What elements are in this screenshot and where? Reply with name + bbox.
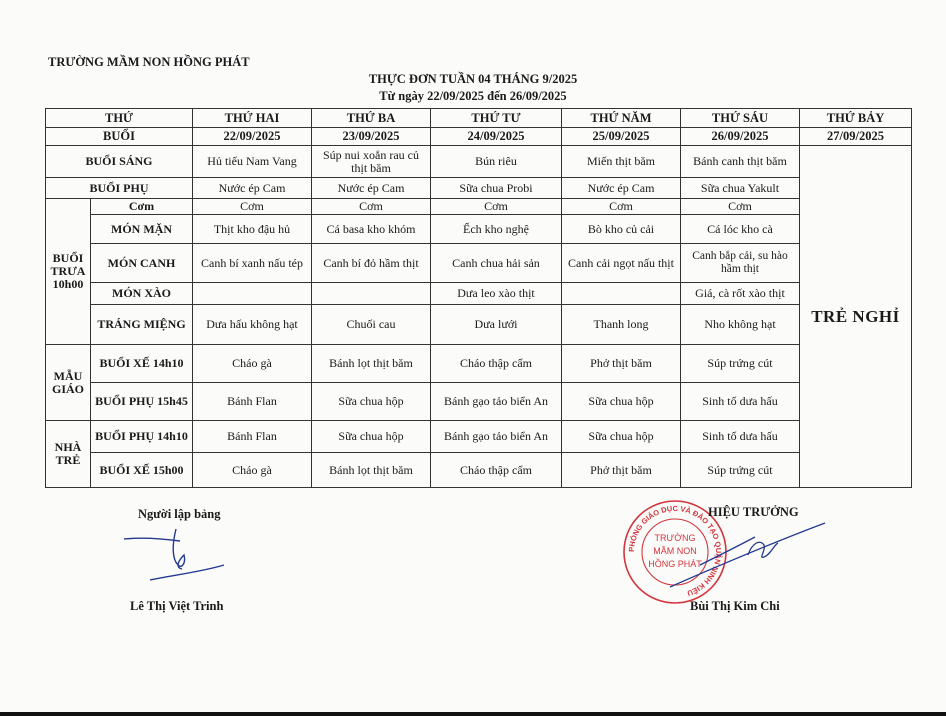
breakfast-row (46, 146, 912, 178)
menu-cell: Phở thịt băm (562, 345, 681, 383)
bottom-edge (0, 712, 946, 716)
menu-cell: Cháo gà (193, 345, 312, 383)
day-name-mon: THỨ HAI (193, 109, 312, 128)
row-label: MÓN MẶN (91, 215, 193, 244)
menu-cell: Sinh tố dưa hấu (681, 383, 800, 421)
menu-cell: Canh chua hải sản (431, 244, 562, 283)
row-label: BUỔI PHỤ (46, 178, 193, 199)
menu-cell: Nước ép Cam (562, 178, 681, 199)
row-label: MÓN CANH (91, 244, 193, 283)
menu-cell: Nước ép Cam (193, 178, 312, 199)
menu-cell: Dưa lưới (431, 305, 562, 345)
date-thu: 25/09/2025 (562, 128, 681, 146)
saturday-note: TRẺ NGHỈ (800, 146, 912, 488)
school-name: TRƯỜNG MẦM NON HỒNG PHÁT (48, 55, 250, 69)
menu-cell: Dưa hấu không hạt (193, 305, 312, 345)
menu-cell: Sữa chua hộp (562, 421, 681, 453)
nha-tre-label-line: NHÀ (54, 440, 82, 454)
nha-tre-afternoon-row (46, 453, 912, 488)
date-mon: 22/09/2025 (193, 128, 312, 146)
menu-cell: Nho không hạt (681, 305, 800, 345)
menu-cell: Súp trứng cút (681, 453, 800, 488)
menu-cell: Bánh gạo tảo biển An (431, 421, 562, 453)
menu-cell: Bò kho củ cải (562, 215, 681, 244)
lunch-soup-row (46, 244, 912, 283)
row-label: BUỔI PHỤ 14h10 (91, 421, 193, 453)
row-label: TRÁNG MIỆNG (91, 305, 193, 345)
menu-date-range: Từ ngày 22/09/2025 đến 26/09/2025 (379, 89, 567, 103)
menu-cell: Hủ tiếu Nam Vang (193, 146, 312, 178)
lunch-group-label (46, 199, 91, 345)
menu-cell: Cơm (681, 199, 800, 215)
menu-cell: Sữa chua hộp (312, 421, 431, 453)
menu-cell: Sữa chua Probi (431, 178, 562, 199)
mau-giao-label-line: MẪU (53, 368, 83, 383)
menu-cell: Bánh lọt thịt băm (312, 345, 431, 383)
nha-tre-group-label (46, 421, 91, 488)
menu-cell (312, 283, 431, 305)
snack-row (46, 178, 912, 199)
menu-cell: Bánh Flan (193, 421, 312, 453)
nha-tre-snack-row (46, 421, 912, 453)
menu-cell: Sữa chua Yakult (681, 178, 800, 199)
date-wed: 24/09/2025 (431, 128, 562, 146)
date-fri: 26/09/2025 (681, 128, 800, 146)
menu-cell: Dưa leo xào thịt (431, 283, 562, 305)
menu-cell: Cháo thập cẩm (431, 453, 562, 488)
row-label: BUỔI XẾ 15h00 (91, 453, 193, 488)
principal-name: Bùi Thị Kim Chi (690, 599, 780, 613)
menu-cell: Bánh lọt thịt băm (312, 453, 431, 488)
preparer-title: Người lập bảng (138, 507, 221, 521)
menu-cell: Miến thịt băm (562, 146, 681, 178)
row-label: BUỔI XẾ 14h10 (91, 345, 193, 383)
menu-cell: Bánh Flan (193, 383, 312, 421)
stamp-ring-text: PHÒNG GIÁO DỤC VÀ ĐÀO TẠO QUẬN NINH KIỀU (626, 503, 724, 598)
weekly-menu-table (45, 108, 912, 488)
menu-cell: Bún riêu (431, 146, 562, 178)
menu-cell: Sữa chua hộp (562, 383, 681, 421)
date-sat: 27/09/2025 (800, 128, 912, 146)
menu-cell: Súp trứng cút (681, 345, 800, 383)
menu-cell: Cá basa kho khóm (312, 215, 431, 244)
principal-signature (660, 515, 830, 595)
menu-cell: Cháo thập cẩm (431, 345, 562, 383)
day-name-fri: THỨ SÁU (681, 109, 800, 128)
row-label: BUỔI PHỤ 15h45 (91, 383, 193, 421)
menu-cell (193, 283, 312, 305)
date-header-row (46, 128, 912, 146)
day-name-wed: THỨ TƯ (431, 109, 562, 128)
menu-cell: Nước ép Cam (312, 178, 431, 199)
menu-cell: Canh cải ngọt nấu thịt (562, 244, 681, 283)
menu-cell: Sinh tố dưa hấu (681, 421, 800, 453)
mau-giao-afternoon-row (46, 345, 912, 383)
menu-cell (562, 283, 681, 305)
menu-cell: Canh bí đỏ hầm thịt (312, 244, 431, 283)
menu-cell: Bánh canh thịt băm (681, 146, 800, 178)
menu-cell: Cơm (562, 199, 681, 215)
menu-cell: Cơm (431, 199, 562, 215)
menu-cell: Canh bắp cải, su hào hầm thịt (681, 244, 800, 283)
mau-giao-group-label (46, 345, 91, 421)
row-label: Cơm (91, 199, 193, 215)
principal-title: HIỆU TRƯỞNG (708, 505, 799, 519)
menu-cell: Ếch kho nghệ (431, 215, 562, 244)
day-name-sat: THỨ BẢY (800, 109, 912, 128)
lunch-stirfry-row (46, 283, 912, 305)
menu-cell: Chuối cau (312, 305, 431, 345)
menu-cell: Cá lóc kho cà (681, 215, 800, 244)
menu-cell: Sữa chua hộp (312, 383, 431, 421)
nha-tre-label-line: TRẺ (55, 453, 81, 467)
row-label: MÓN XÀO (91, 283, 193, 305)
row-label: BUỔI SÁNG (46, 146, 193, 178)
mau-giao-snack-row (46, 383, 912, 421)
menu-cell: Cơm (312, 199, 431, 215)
stamp-line: MẦM NON (653, 546, 697, 556)
menu-title: THỰC ĐƠN TUẦN 04 THÁNG 9/2025 (368, 72, 578, 86)
lunch-label-line: BUỔI (52, 251, 84, 265)
stamp-line: TRƯỜNG (654, 533, 696, 543)
mau-giao-label-line: GIÁO (51, 381, 84, 396)
day-name-thu: THỨ NĂM (562, 109, 681, 128)
corner-day-label: THỨ (46, 109, 193, 128)
menu-cell: Bánh gạo tảo biển An (431, 383, 562, 421)
menu-cell: Canh bí xanh nấu tép (193, 244, 312, 283)
menu-cell: Cơm (193, 199, 312, 215)
lunch-label-line: 10h00 (52, 277, 84, 291)
lunch-dessert-row (46, 305, 912, 345)
corner-session-label: BUỔI (46, 128, 193, 146)
stamp-line: HỒNG PHÁT (648, 559, 702, 569)
lunch-label-line: TRƯA (50, 264, 86, 278)
lunch-rice-row (46, 199, 912, 215)
day-header-row (46, 109, 912, 128)
menu-cell: Giá, cà rốt xào thịt (681, 283, 800, 305)
day-name-tue: THỨ BA (312, 109, 431, 128)
date-tue: 23/09/2025 (312, 128, 431, 146)
menu-cell: Thanh long (562, 305, 681, 345)
preparer-name: Lê Thị Việt Trinh (130, 599, 224, 613)
preparer-signature (120, 525, 230, 585)
lunch-main-row (46, 215, 912, 244)
menu-cell: Súp nui xoắn rau củ thịt băm (312, 146, 431, 178)
menu-cell: Cháo gà (193, 453, 312, 488)
menu-cell: Phở thịt băm (562, 453, 681, 488)
menu-cell: Thịt kho đậu hủ (193, 215, 312, 244)
